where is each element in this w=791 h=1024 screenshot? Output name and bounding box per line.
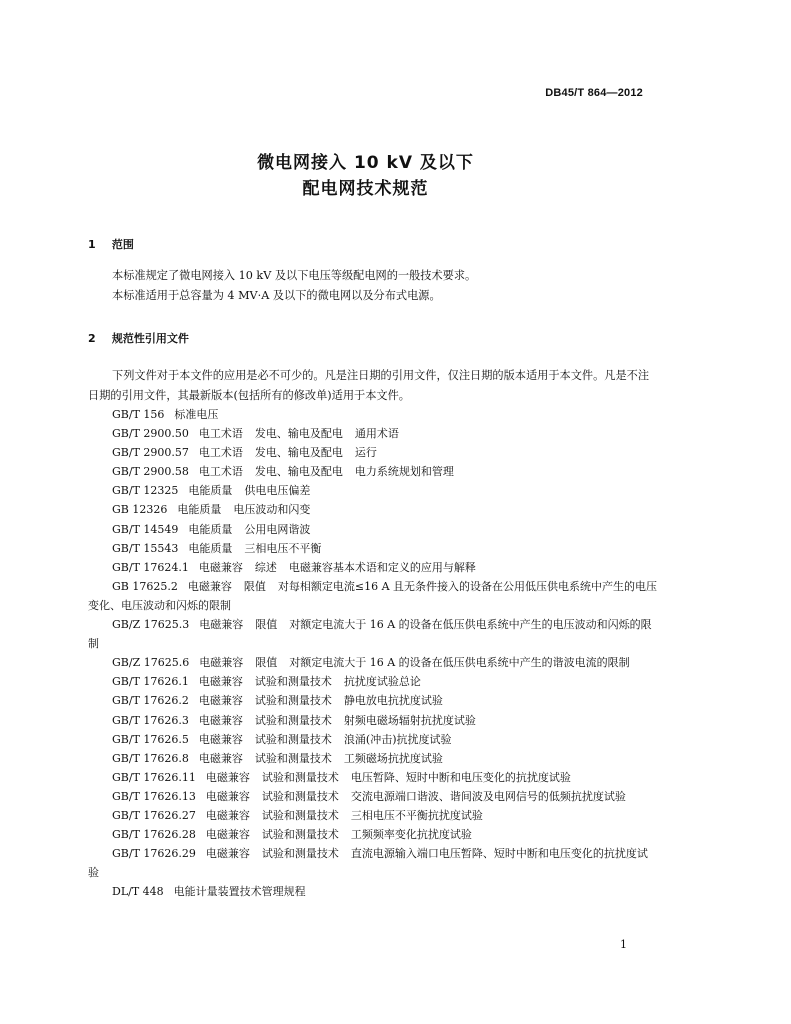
- reference-item: [88, 882, 658, 901]
- reference-code: GB/T 156: [112, 408, 165, 421]
- reference-title-part: 工频频率变化抗扰度试验: [350, 828, 472, 842]
- reference-title-part: 交流电源端口谐波、谐间波及电网信号的低频抗扰度试验: [350, 789, 626, 803]
- reference-title-part: 电磁兼容: [187, 579, 232, 593]
- section-title: 范围: [111, 238, 134, 251]
- reference-title-part: 电磁兼容: [199, 656, 244, 670]
- document-title-line2: 配电网技术规范: [302, 179, 429, 199]
- reference-title-part: 试验和测量技术: [254, 751, 332, 765]
- reference-code: GB/T 17626.29: [112, 847, 196, 861]
- reference-title-part: 限值: [243, 579, 266, 593]
- reference-title-part: 三相电压不平衡抗扰度试验: [350, 808, 483, 822]
- reference-title-part: 限值: [255, 618, 278, 632]
- reference-item: [88, 462, 658, 481]
- reference-item: [88, 825, 658, 844]
- scope-paragraphs: [88, 266, 658, 306]
- reference-code: GB/T 17626.3: [112, 713, 189, 727]
- reference-item: [88, 500, 658, 519]
- reference-title-part: 电磁兼容: [198, 732, 243, 746]
- reference-title-part: 运行: [354, 446, 377, 460]
- section-heading-normative-references: [88, 330, 189, 346]
- paragraph: 本标准适用于总容量为 4 MV·A 及以下的微电网以及分布式电源。: [112, 289, 441, 302]
- reference-title-part: 电磁兼容: [205, 808, 250, 822]
- reference-title-part: 发电、输电及配电: [254, 465, 343, 479]
- reference-title-part: 标准电压: [174, 408, 219, 421]
- reference-title-part: 电磁兼容: [205, 847, 250, 861]
- reference-item: [88, 672, 658, 691]
- reference-item: [88, 405, 658, 424]
- paragraph: 下列文件对于本文件的应用是必不可少的。凡是注日期的引用文件，仅注日期的版本适用于本文件。凡是不注日期的引用文件，其最新版本(包括所有的修改单)适用于本文件。: [88, 369, 650, 402]
- reference-title-part: 三相电压不平衡: [244, 541, 322, 555]
- reference-list: [88, 405, 658, 901]
- reference-title-part: 试验和测量技术: [261, 770, 339, 784]
- paragraph: 本标准规定了微电网接入 10 kV 及以下电压等级配电网的一般技术要求。: [112, 269, 477, 282]
- reference-title-part: 试验和测量技术: [261, 847, 339, 861]
- reference-title-part: 电能质量: [188, 522, 233, 536]
- reference-item: [88, 768, 658, 787]
- reference-code: GB/T 17626.13: [112, 789, 196, 803]
- reference-title-part: 试验和测量技术: [254, 732, 332, 746]
- reference-title-part: 对额定电流大于 16 A 的设备在低压供电系统中产生的谐波电流的限制: [289, 656, 630, 670]
- reference-item: [88, 806, 658, 825]
- reference-code: GB/T 2900.57: [112, 446, 189, 460]
- reference-title-part: 发电、输电及配电: [254, 446, 343, 460]
- reference-code: GB/T 17626.5: [112, 732, 189, 746]
- reference-title-part: 电磁兼容: [205, 828, 250, 842]
- reference-title-part: 对每相额定电流≤16 A 且无条件接入的设备在公用低压供电系统中产生的电压变化、电压波动和闪烁的限制: [88, 579, 658, 612]
- reference-code: GB/T 2900.58: [112, 465, 189, 479]
- reference-title-part: 发电、输电及配电: [254, 427, 343, 441]
- reference-title-part: 电压暂降、短时中断和电压变化的抗扰度试验: [350, 770, 571, 784]
- reference-title-part: 电磁兼容基本术语和定义的应用与解释: [288, 560, 476, 574]
- reference-code: DL/T 448: [112, 885, 164, 899]
- reference-title-part: 电磁兼容: [205, 770, 250, 784]
- reference-title-part: 直流电源输入端口电压暂降、短时中断和电压变化的抗扰度试验: [88, 847, 648, 880]
- reference-title-part: 试验和测量技术: [261, 828, 339, 842]
- reference-code: GB/T 17626.28: [112, 828, 196, 842]
- reference-title-part: 射频电磁场辐射抗扰度试验: [343, 713, 476, 727]
- reference-code: GB/Z 17625.6: [112, 656, 190, 670]
- reference-title-part: 电力系统规划和管理: [354, 465, 454, 479]
- reference-item: [88, 653, 658, 672]
- reference-code: GB/T 14549: [112, 522, 179, 536]
- reference-title-part: 工频磁场抗扰度试验: [343, 751, 443, 765]
- references-intro: [88, 366, 658, 406]
- reference-title-part: 电磁兼容: [198, 560, 243, 574]
- reference-code: GB/T 17626.1: [112, 675, 189, 689]
- reference-item: [88, 424, 658, 443]
- reference-item: [88, 711, 658, 730]
- reference-item: [88, 577, 658, 615]
- reference-item: [88, 844, 658, 882]
- reference-title-part: 通用术语: [354, 427, 399, 441]
- document-title-line1: 微电网接入 10 kV 及以下: [257, 153, 474, 173]
- reference-title-part: 电能计量装置技术管理规程: [173, 885, 306, 899]
- reference-title-part: 试验和测量技术: [261, 789, 339, 803]
- reference-code: GB/T 17626.8: [112, 751, 189, 765]
- reference-code: GB/Z 17625.3: [112, 618, 190, 632]
- reference-item: [88, 691, 658, 710]
- reference-title-part: 限值: [255, 656, 278, 670]
- reference-title-part: 电工术语: [198, 465, 243, 479]
- reference-title-part: 电磁兼容: [205, 789, 250, 803]
- reference-title-part: 对额定电流大于 16 A 的设备在低压供电系统中产生的电压波动和闪烁的限制: [88, 618, 652, 651]
- reference-title-part: 电工术语: [198, 446, 243, 460]
- reference-code: GB/T 17626.2: [112, 694, 189, 708]
- section-heading-scope: [88, 236, 134, 252]
- reference-title-part: 浪涌(冲击)抗扰度试验: [343, 732, 452, 746]
- reference-title-part: 公用电网谐波: [244, 522, 311, 536]
- reference-item: [88, 539, 658, 558]
- reference-code: GB/T 17626.11: [112, 770, 196, 784]
- reference-code: GB/T 17624.1: [112, 560, 189, 574]
- reference-code: GB 17625.2: [112, 579, 178, 593]
- reference-title-part: 电能质量: [188, 484, 233, 498]
- reference-item: [88, 558, 658, 577]
- reference-title-part: 试验和测量技术: [261, 808, 339, 822]
- reference-title-part: 供电电压偏差: [244, 484, 311, 498]
- reference-title-part: 抗扰度试验总论: [343, 675, 421, 689]
- reference-code: GB/T 2900.50: [112, 427, 189, 441]
- reference-item: [88, 615, 658, 653]
- reference-item: [88, 520, 658, 539]
- reference-title-part: 试验和测量技术: [254, 675, 332, 689]
- reference-title-part: 静电放电抗扰度试验: [343, 694, 443, 708]
- reference-title-part: 电工术语: [198, 427, 243, 441]
- reference-title-part: 电磁兼容: [199, 618, 244, 632]
- reference-item: [88, 730, 658, 749]
- section-title: 规范性引用文件: [111, 332, 189, 345]
- reference-title-part: 电磁兼容: [198, 751, 243, 765]
- standard-code: DB45/T 864—2012: [545, 87, 643, 99]
- reference-title-part: 电磁兼容: [198, 713, 243, 727]
- section-number: 1: [88, 238, 96, 251]
- section-number: 2: [88, 332, 96, 345]
- reference-code: GB/T 15543: [112, 541, 179, 555]
- reference-title-part: 综述: [254, 560, 277, 574]
- reference-title-part: 电磁兼容: [198, 694, 243, 708]
- reference-item: [88, 749, 658, 768]
- reference-title-part: 电压波动和闪变: [233, 503, 311, 517]
- reference-item: [88, 787, 658, 806]
- reference-item: [88, 443, 658, 462]
- reference-title-part: 试验和测量技术: [254, 713, 332, 727]
- reference-item: [88, 481, 658, 500]
- reference-title-part: 试验和测量技术: [254, 694, 332, 708]
- page-number: 1: [620, 938, 627, 951]
- reference-title-part: 电能质量: [188, 541, 233, 555]
- reference-code: GB/T 12325: [112, 484, 179, 498]
- reference-title-part: 电能质量: [177, 503, 222, 517]
- reference-code: GB 12326: [112, 503, 168, 517]
- reference-title-part: 电磁兼容: [198, 675, 243, 689]
- reference-code: GB/T 17626.27: [112, 808, 196, 822]
